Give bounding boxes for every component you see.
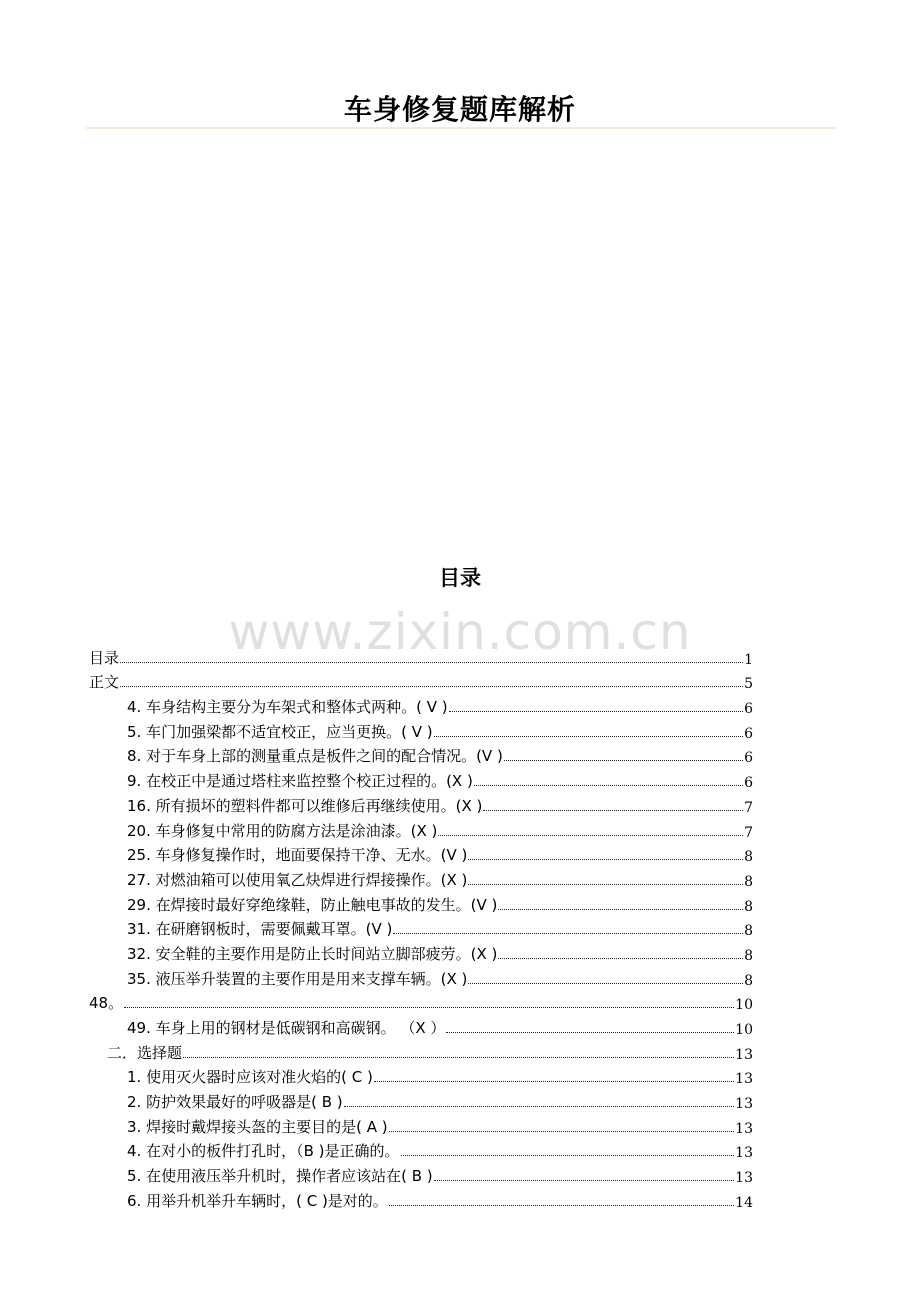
toc-page-number: 8 — [744, 923, 753, 940]
toc-entry-text: 35. 液压举升装置的主要作用是用来支撑车辆。(X ) — [127, 969, 468, 988]
toc-entry[interactable] — [89, 668, 753, 693]
watermark: www.zixin.com.cn — [228, 603, 692, 661]
toc-entry-text: 4. 在对小的板件打孔时，（B )是正确的。 — [127, 1142, 400, 1161]
toc-page-number: 10 — [735, 1022, 753, 1038]
toc-entry[interactable] — [89, 989, 753, 1014]
toc-page-number: 13 — [735, 1096, 753, 1113]
toc-entry[interactable] — [89, 865, 753, 890]
toc-entry[interactable] — [89, 717, 753, 742]
toc-page-number: 7 — [744, 824, 753, 841]
toc-entry[interactable] — [89, 1186, 753, 1211]
toc-dot-leader — [374, 1081, 734, 1082]
toc-dot-leader — [434, 1180, 735, 1181]
toc-entry-text: 4. 车身结构主要分为车架式和整体式两种。( V ) — [127, 698, 448, 717]
toc-dot-leader — [474, 785, 743, 786]
toc-entry[interactable] — [89, 742, 753, 767]
toc-page-number: 13 — [735, 1120, 753, 1137]
toc-entry-text: 8. 对于车身上部的测量重点是板件之间的配合情况。(V ) — [127, 747, 503, 766]
toc-entry[interactable] — [89, 890, 753, 915]
toc-entry[interactable] — [89, 1038, 753, 1063]
toc-page-number: 1 — [744, 651, 753, 668]
toc-dot-leader — [183, 1057, 734, 1058]
toc-page-number: 8 — [744, 849, 753, 866]
toc-dot-leader — [434, 736, 743, 737]
toc-entry-text: 31. 在研磨钢板时，需要佩戴耳罩。(V ) — [127, 920, 393, 939]
toc-page-number: 8 — [744, 898, 753, 915]
toc-entry-text: 目录 — [89, 648, 120, 667]
toc-page-number: 8 — [744, 873, 753, 890]
toc-page-number: 13 — [735, 1145, 753, 1162]
toc-page-number: 8 — [744, 947, 753, 964]
toc-dot-leader — [498, 958, 743, 959]
toc-entry-text: 9. 在校正中是通过塔柱来监控整个校正过程的。(X ) — [127, 772, 473, 791]
toc-dot-leader — [468, 884, 743, 885]
toc-page-number: 7 — [744, 799, 753, 816]
toc-entry[interactable] — [89, 692, 753, 717]
toc-entry[interactable] — [89, 766, 753, 791]
toc-dot-leader — [446, 1032, 734, 1033]
toc-dot-leader — [468, 859, 743, 860]
toc-entry-text: 25. 车身修复操作时，地面要保持干净、无水。(V ) — [127, 846, 468, 865]
toc-entry-text: 5. 在使用液压举升机时，操作者应该站在( B ) — [127, 1167, 433, 1186]
toc-dot-leader — [344, 1106, 735, 1107]
toc-dot-leader — [120, 686, 743, 687]
toc-page-number: 6 — [744, 775, 753, 792]
toc-dot-leader — [498, 909, 743, 910]
toc-dot-leader — [504, 760, 743, 761]
toc-dot-leader — [389, 1131, 735, 1132]
toc-page-number: 5 — [744, 676, 753, 693]
toc-entry-text: 49. 车身上用的钢材是低碳钢和高碳钢。 （X ） — [127, 1019, 446, 1037]
toc-entry[interactable] — [89, 1112, 753, 1137]
toc-entry-text: 48。 — [89, 994, 124, 1013]
toc-entry-text: 正文 — [89, 673, 120, 692]
toc-page-number: 6 — [744, 701, 753, 718]
toc-dot-leader — [483, 810, 743, 811]
toc-dot-leader — [389, 1205, 734, 1206]
toc-entry-text: 5. 车门加强梁都不适宜校正，应当更换。( V ) — [127, 722, 433, 741]
toc-dot-leader — [438, 835, 743, 836]
toc-entry[interactable] — [89, 1013, 753, 1038]
toc-page-number: 13 — [735, 1170, 753, 1187]
toc-entry-text: 27. 对燃油箱可以使用氧乙炔焊进行焊接操作。(X ) — [127, 870, 468, 889]
toc-page-number: 13 — [735, 1071, 753, 1088]
toc-entry[interactable] — [89, 816, 753, 841]
toc-entry-text: 2. 防护效果最好的呼吸器是( B ) — [127, 1093, 343, 1112]
toc-entry[interactable] — [89, 915, 753, 940]
toc-heading: 目录 — [439, 566, 481, 590]
toc-entry[interactable] — [89, 643, 753, 668]
toc-entry[interactable] — [89, 1161, 753, 1186]
toc-entry-text: 29. 在焊接时最好穿绝缘鞋，防止触电事故的发生。(V ) — [127, 895, 498, 914]
toc-entry-text: 3. 焊接时戴焊接头盔的主要目的是( A ) — [127, 1117, 388, 1136]
toc-entry-text: 1. 使用灭火器时应该对准火焰的( C ) — [127, 1068, 373, 1087]
toc-entry[interactable] — [89, 841, 753, 866]
toc-entry-text: 32. 安全鞋的主要作用是防止长时间站立脚部疲劳。(X ) — [127, 944, 498, 963]
toc-entry-text: 二．选择题 — [107, 1043, 183, 1062]
toc-page-number: 10 — [735, 997, 753, 1014]
toc-entry-text: 20. 车身修复中常用的防腐方法是涂油漆。(X ) — [127, 821, 438, 840]
toc-dot-leader — [124, 1007, 734, 1008]
toc-entry[interactable] — [89, 939, 753, 964]
table-of-contents — [89, 643, 753, 1211]
toc-entry[interactable] — [89, 1087, 753, 1112]
toc-dot-leader — [120, 662, 743, 663]
toc-entry-text: 16. 所有损坏的塑料件都可以维修后再继续使用。(X ) — [127, 796, 483, 815]
toc-entry[interactable] — [89, 1063, 753, 1088]
toc-entry-text: 6. 用举升机举升车辆时，( C )是对的。 — [127, 1191, 388, 1210]
toc-page-number: 6 — [744, 750, 753, 767]
toc-entry[interactable] — [89, 791, 753, 816]
toc-dot-leader — [468, 983, 743, 984]
toc-entry[interactable] — [89, 1137, 753, 1162]
toc-page-number: 6 — [744, 725, 753, 742]
toc-dot-leader — [393, 933, 743, 934]
toc-entry[interactable] — [89, 964, 753, 989]
toc-page-number: 14 — [735, 1194, 753, 1211]
toc-page-number: 8 — [744, 972, 753, 989]
document-title: 车身修复题库解析 — [343, 93, 576, 126]
title-divider — [86, 127, 836, 129]
toc-dot-leader — [401, 1155, 735, 1156]
toc-page-number: 13 — [735, 1046, 753, 1063]
toc-dot-leader — [449, 711, 743, 712]
